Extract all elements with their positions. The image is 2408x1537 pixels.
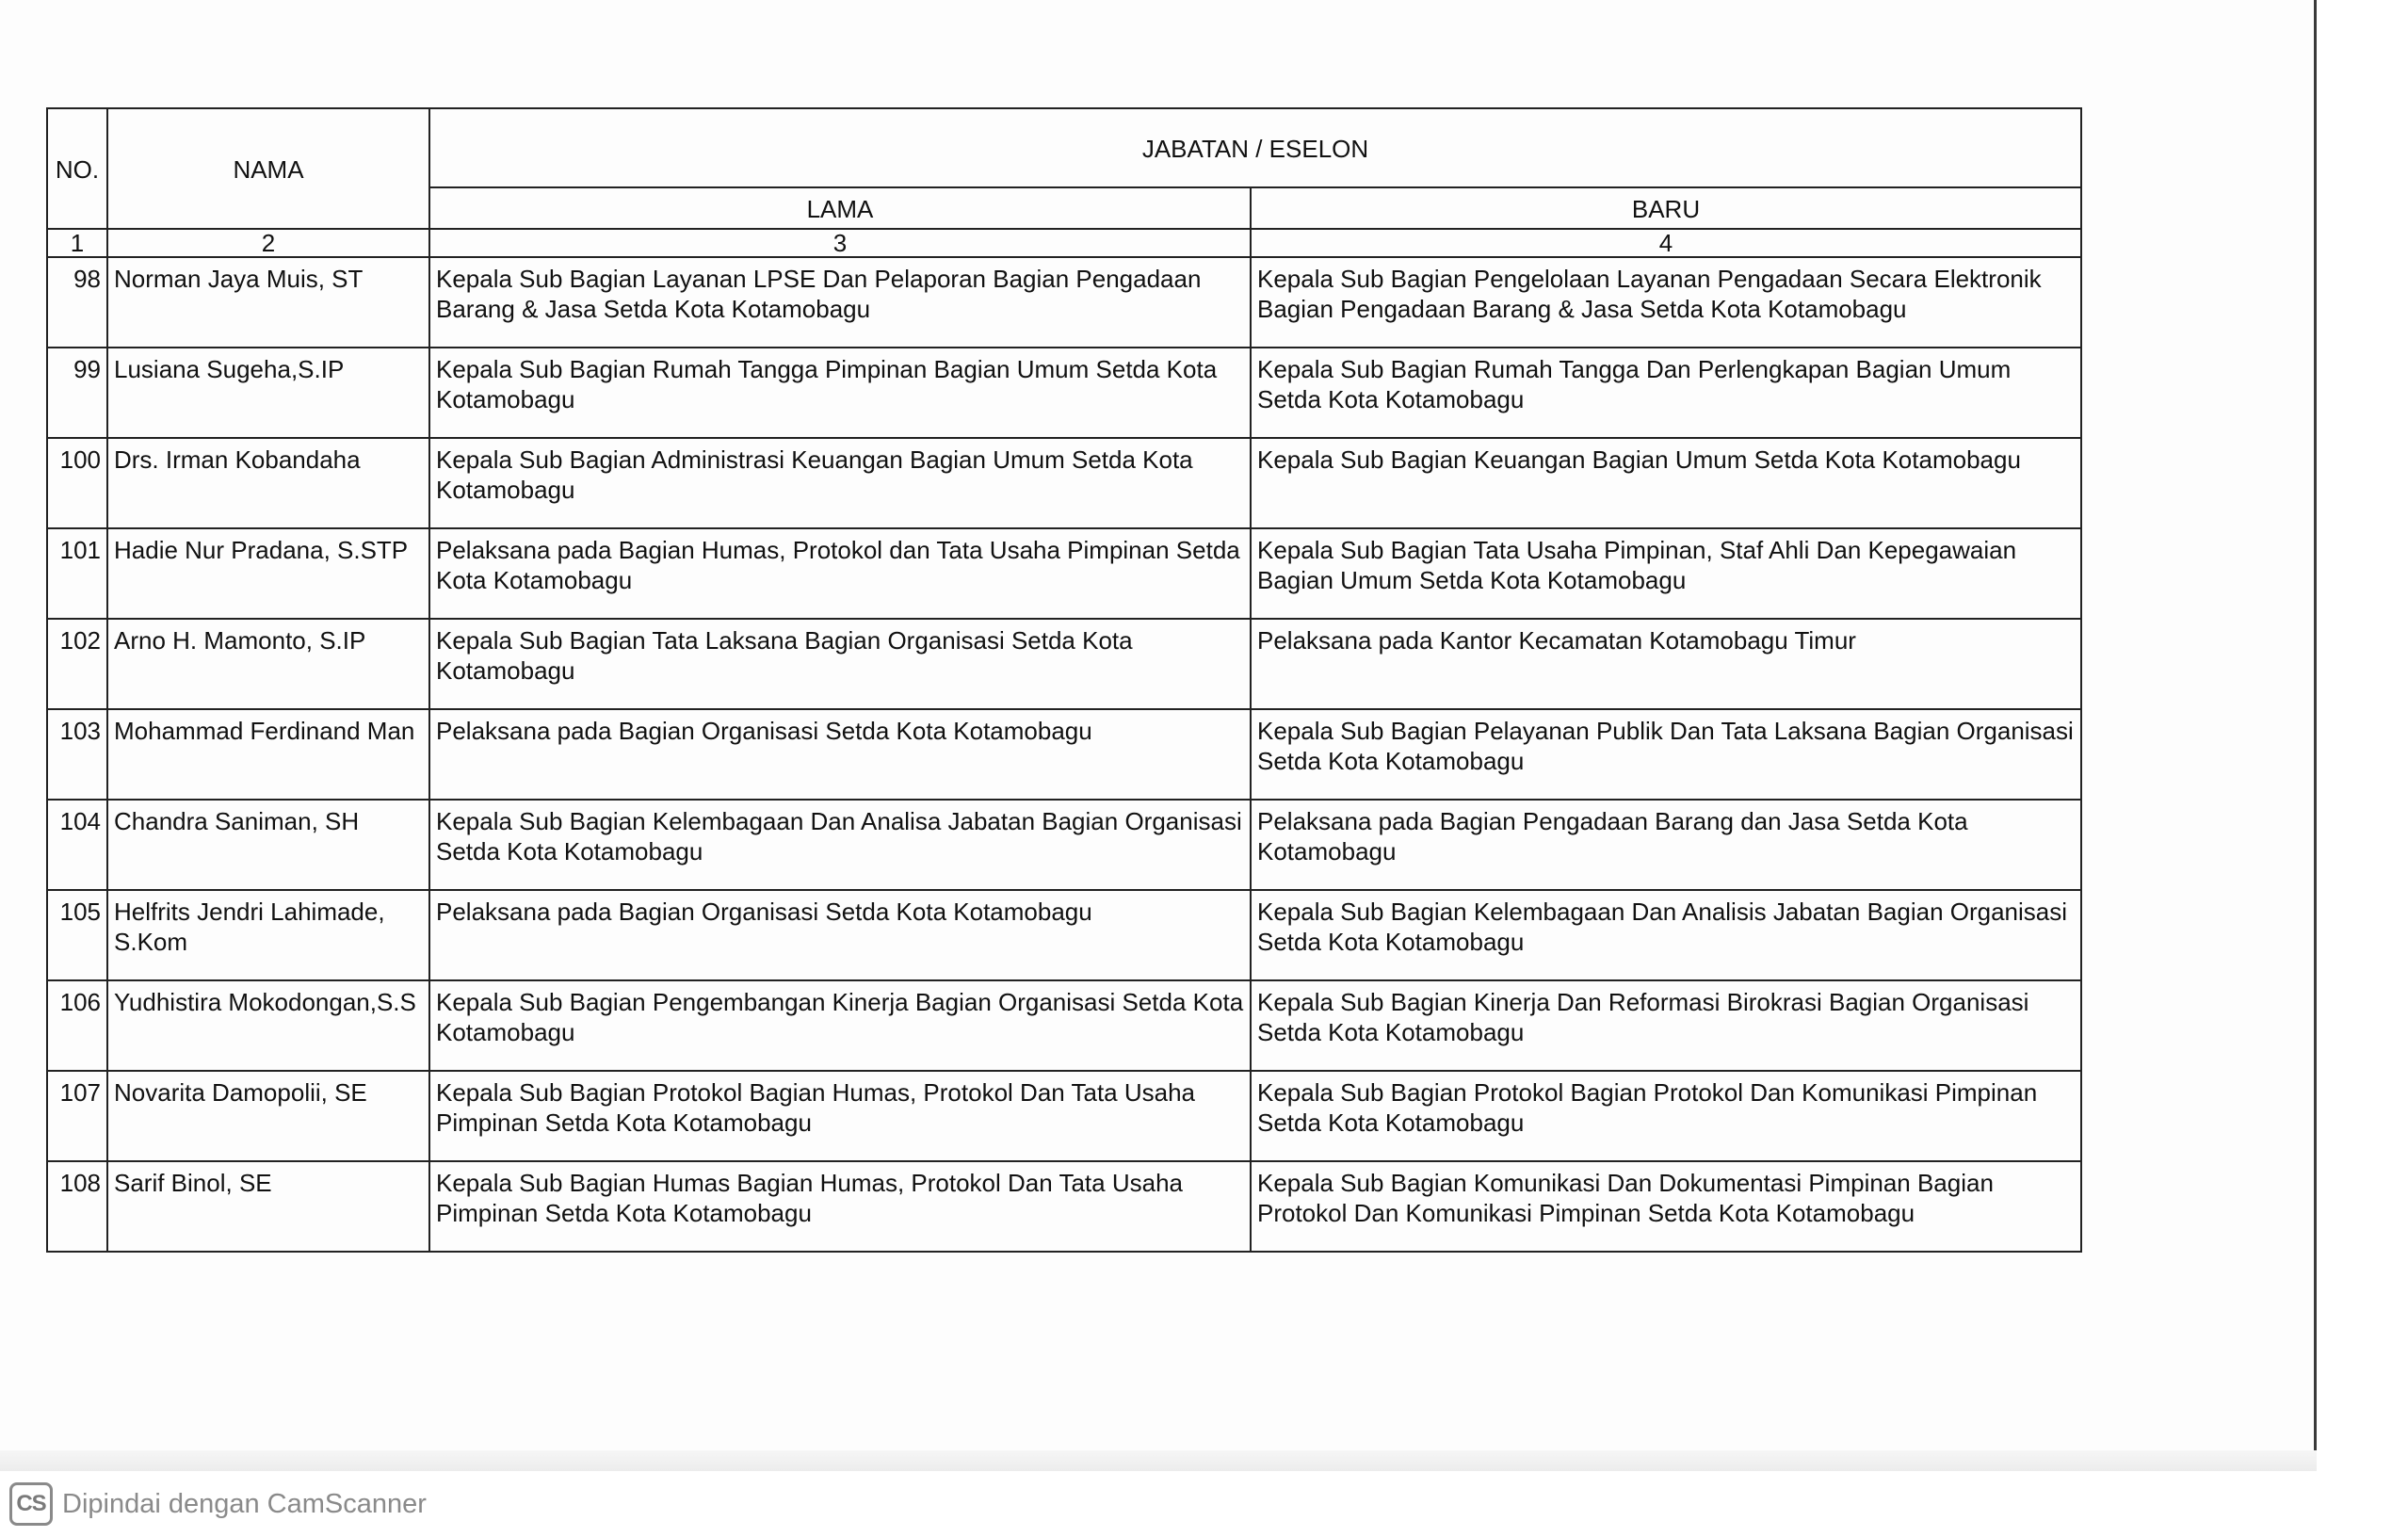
row-lama-cell: Kepala Sub Bagian Humas Bagian Humas, Protokol Dan Tata Usaha Pimpinan Setda Kota Kotamobagu: [429, 1161, 1251, 1252]
row-baru-cell: Kepala Sub Bagian Pelayanan Publik Dan Tata Laksana Bagian Organisasi Setda Kota Kotamobagu: [1251, 709, 2081, 800]
row-baru-cell: Kepala Sub Bagian Pengelolaan Layanan Pengadaan Secara Elektronik Bagian Pengadaan Barang & Jasa Setda Kota Kotamobagu: [1251, 257, 2081, 348]
row-lama-cell: Pelaksana pada Bagian Organisasi Setda Kota Kotamobagu: [429, 709, 1251, 800]
row-nama-cell: Mohammad Ferdinand Man: [107, 709, 429, 800]
row-nama-cell: Novarita Damopolii, SE: [107, 1071, 429, 1161]
row-no-cell: 99: [47, 348, 107, 438]
row-no-cell: 103: [47, 709, 107, 800]
row-baru-cell: Kepala Sub Bagian Keuangan Bagian Umum Setda Kota Kotamobagu: [1251, 438, 2081, 528]
row-no-cell: 105: [47, 890, 107, 980]
row-baru-cell: Kepala Sub Bagian Protokol Bagian Protokol Dan Komunikasi Pimpinan Setda Kota Kotamobagu: [1251, 1071, 2081, 1161]
row-no-cell: 108: [47, 1161, 107, 1252]
footer-caption: Dipindai dengan CamScanner: [62, 1488, 427, 1519]
row-no-cell: 98: [47, 257, 107, 348]
row-lama-cell: Pelaksana pada Bagian Organisasi Setda Kota Kotamobagu: [429, 890, 1251, 980]
header-jabatan-eselon: JABATAN / ESELON: [429, 108, 2081, 187]
table-row: [47, 1071, 2081, 1161]
row-baru-cell: Kepala Sub Bagian Kinerja Dan Reformasi Birokrasi Bagian Organisasi Setda Kota Kotamobagu: [1251, 980, 2081, 1071]
column-number: 4: [1251, 229, 2081, 257]
row-lama-cell: Kepala Sub Bagian Pengembangan Kinerja Bagian Organisasi Setda Kota Kotamobagu: [429, 980, 1251, 1071]
row-nama-cell: Chandra Saniman, SH: [107, 800, 429, 890]
row-no-cell: 102: [47, 619, 107, 709]
column-number: 2: [107, 229, 429, 257]
table-row: [47, 980, 2081, 1071]
row-no-cell: 107: [47, 1071, 107, 1161]
row-baru-cell: Kepala Sub Bagian Tata Usaha Pimpinan, Staf Ahli Dan Kepegawaian Bagian Umum Setda Kota Kotamobagu: [1251, 528, 2081, 619]
row-nama-cell: Hadie Nur Pradana, S.STP: [107, 528, 429, 619]
row-lama-cell: Pelaksana pada Bagian Humas, Protokol dan Tata Usaha Pimpinan Setda Kota Kotamobagu: [429, 528, 1251, 619]
row-lama-cell: Kepala Sub Bagian Administrasi Keuangan Bagian Umum Setda Kota Kotamobagu: [429, 438, 1251, 528]
column-number: 3: [429, 229, 1251, 257]
row-no-cell: 104: [47, 800, 107, 890]
row-baru-cell: Pelaksana pada Kantor Kecamatan Kotamobagu Timur: [1251, 619, 2081, 709]
table-row: [47, 709, 2081, 800]
table-row: [47, 619, 2081, 709]
row-lama-cell: Kepala Sub Bagian Tata Laksana Bagian Organisasi Setda Kota Kotamobagu: [429, 619, 1251, 709]
table-body: [47, 257, 2081, 1252]
table-row: [47, 800, 2081, 890]
row-nama-cell: Lusiana Sugeha,S.IP: [107, 348, 429, 438]
row-nama-cell: Helfrits Jendri Lahimade, S.Kom: [107, 890, 429, 980]
row-no-cell: 106: [47, 980, 107, 1071]
row-baru-cell: Pelaksana pada Bagian Pengadaan Barang dan Jasa Setda Kota Kotamobagu: [1251, 800, 2081, 890]
row-baru-cell: Kepala Sub Bagian Komunikasi Dan Dokumentasi Pimpinan Bagian Protokol Dan Komunikasi Pimpinan Setda Kota Kotamobagu: [1251, 1161, 2081, 1252]
header-baru: BARU: [1251, 187, 2081, 229]
table-row: [47, 890, 2081, 980]
table-row: [47, 348, 2081, 438]
row-nama-cell: Yudhistira Mokodongan,S.S: [107, 980, 429, 1071]
row-nama-cell: Drs. Irman Kobandaha: [107, 438, 429, 528]
header-no: NO.: [47, 108, 107, 229]
row-baru-cell: Kepala Sub Bagian Kelembagaan Dan Analisis Jabatan Bagian Organisasi Setda Kota Kotamobagu: [1251, 890, 2081, 980]
header-nama: NAMA: [107, 108, 429, 229]
table-row: [47, 528, 2081, 619]
table-row: [47, 257, 2081, 348]
row-no-cell: 101: [47, 528, 107, 619]
jabatan-table: [46, 107, 2082, 1253]
row-lama-cell: Kepala Sub Bagian Layanan LPSE Dan Pelaporan Bagian Pengadaan Barang & Jasa Setda Kota Kotamobagu: [429, 257, 1251, 348]
row-lama-cell: Kepala Sub Bagian Rumah Tangga Pimpinan Bagian Umum Setda Kota Kotamobagu: [429, 348, 1251, 438]
row-lama-cell: Kepala Sub Bagian Protokol Bagian Humas, Protokol Dan Tata Usaha Pimpinan Setda Kota Kotamobagu: [429, 1071, 1251, 1161]
row-nama-cell: Arno H. Mamonto, S.IP: [107, 619, 429, 709]
row-baru-cell: Kepala Sub Bagian Rumah Tangga Dan Perlengkapan Bagian Umum Setda Kota Kotamobagu: [1251, 348, 2081, 438]
column-number: 1: [47, 229, 107, 257]
row-lama-cell: Kepala Sub Bagian Kelembagaan Dan Analisa Jabatan Bagian Organisasi Setda Kota Kotamobagu: [429, 800, 1251, 890]
header-lama: LAMA: [429, 187, 1251, 229]
row-no-cell: 100: [47, 438, 107, 528]
table-row: [47, 438, 2081, 528]
page-edge: [2314, 0, 2317, 1469]
table-row: [47, 1161, 2081, 1252]
row-nama-cell: Sarif Binol, SE: [107, 1161, 429, 1252]
row-nama-cell: Norman Jaya Muis, ST: [107, 257, 429, 348]
camscanner-logo-icon: CS: [9, 1482, 53, 1526]
camscanner-footer: [9, 1480, 427, 1528]
page-bottom-shadow: [0, 1450, 2317, 1471]
